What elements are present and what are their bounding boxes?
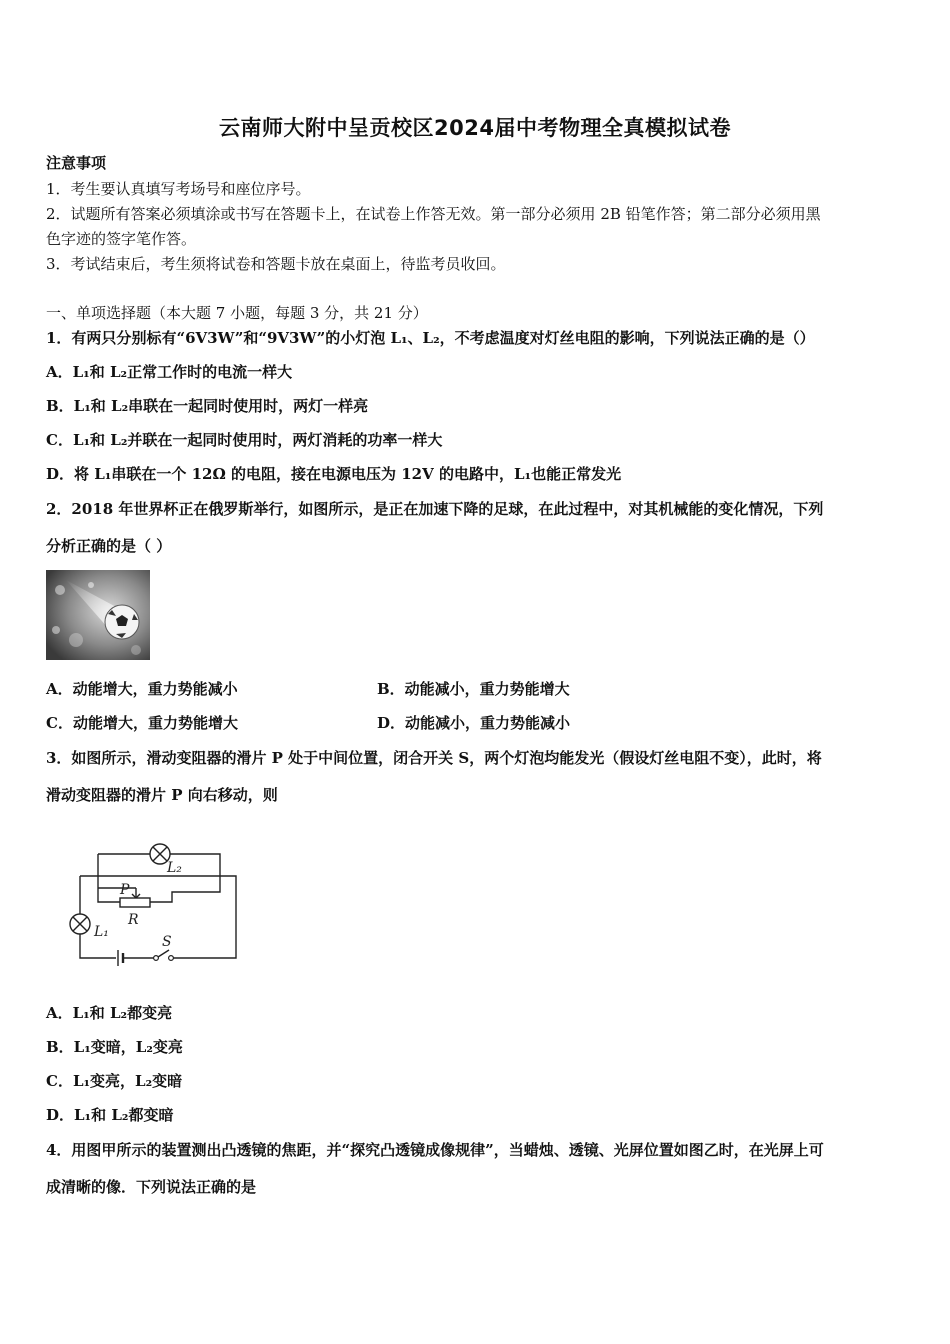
question-3-stem-cont: 滑动变阻器的滑片 P 向右移动，则 xyxy=(46,786,278,804)
q2-option-d: D．动能减小，重力势能减小 xyxy=(377,714,571,732)
circuit-diagram xyxy=(66,836,246,980)
label-r: R xyxy=(128,912,139,928)
notice-heading: 注意事项 xyxy=(46,154,107,172)
section-heading: 一、单项选择题（本大题 7 小题，每题 3 分，共 21 分） xyxy=(46,304,428,322)
question-4-stem-cont: 成清晰的像．下列说法正确的是 xyxy=(46,1178,257,1196)
q2-option-b: B．动能减小，重力势能增大 xyxy=(377,680,570,698)
question-3-stem: 3．如图所示，滑动变阻器的滑片 P 处于中间位置，闭合开关 S，两个灯泡均能发光（假设灯丝电阻不变），此时，将 xyxy=(46,749,822,767)
label-s: S xyxy=(162,934,172,950)
label-l2: L₂ xyxy=(167,860,182,876)
q3-option-c: C．L₁变亮，L₂变暗 xyxy=(46,1072,183,1090)
question-1-stem: 1．有两只分别标有“6V3W”和“9V3W”的小灯泡 L₁、L₂，不考虑温度对灯丝电阻的影响，下列说法正确的是（） xyxy=(46,329,815,347)
q1-option-a: A．L₁和 L₂正常工作时的电流一样大 xyxy=(46,363,293,381)
q1-option-b: B．L₁和 L₂串联在一起同时使用时，两灯一样亮 xyxy=(46,397,369,415)
q1-option-c: C．L₁和 L₂并联在一起同时使用时，两灯消耗的功率一样大 xyxy=(46,431,443,449)
q1-option-d: D．将 L₁串联在一个 12Ω 的电阻，接在电源电压为 12V 的电路中，L₁也能正常发光 xyxy=(46,465,622,483)
label-l1: L₁ xyxy=(94,924,109,940)
q2-option-a: A．动能增大，重力势能减小 xyxy=(46,680,238,698)
resistor-icon xyxy=(120,898,150,907)
q3-option-d: D．L₁和 L₂都变暗 xyxy=(46,1106,174,1124)
q2-option-c: C．动能增大，重力势能增大 xyxy=(46,714,238,732)
notice-item: 1．考生要认真填写考场号和座位序号。 xyxy=(46,180,311,198)
label-p: P xyxy=(120,882,130,898)
notice-item: 色字迹的签字笔作答。 xyxy=(46,230,197,248)
notice-item: 2．试题所有答案必须填涂或书写在答题卡上，在试卷上作答无效。第一部分必须用 2B 铅笔作答；第二部分必须用黑 xyxy=(46,205,821,223)
soccer-ball-image xyxy=(46,570,150,660)
question-2-stem-cont: 分析正确的是（ ） xyxy=(46,537,172,555)
question-4-stem: 4．用图甲所示的装置测出凸透镜的焦距，并“探究凸透镜成像规律”，当蜡烛、透镜、光屏位置如图乙时，在光屏上可 xyxy=(46,1141,824,1159)
lamp-l1-icon xyxy=(70,914,90,934)
switch-icon xyxy=(154,956,159,961)
notice-item: 3．考试结束后，考生须将试卷和答题卡放在桌面上，待监考员收回。 xyxy=(46,255,506,273)
q3-option-b: B．L₁变暗，L₂变亮 xyxy=(46,1038,183,1056)
q3-option-a: A．L₁和 L₂都变亮 xyxy=(46,1004,173,1022)
page-title: 云南师大附中呈贡校区2024届中考物理全真模拟试卷 xyxy=(219,116,731,140)
question-2-stem: 2．2018 年世界杯正在俄罗斯举行，如图所示，是正在加速下降的足球，在此过程中，对其机械能的变化情况，下列 xyxy=(46,500,824,518)
